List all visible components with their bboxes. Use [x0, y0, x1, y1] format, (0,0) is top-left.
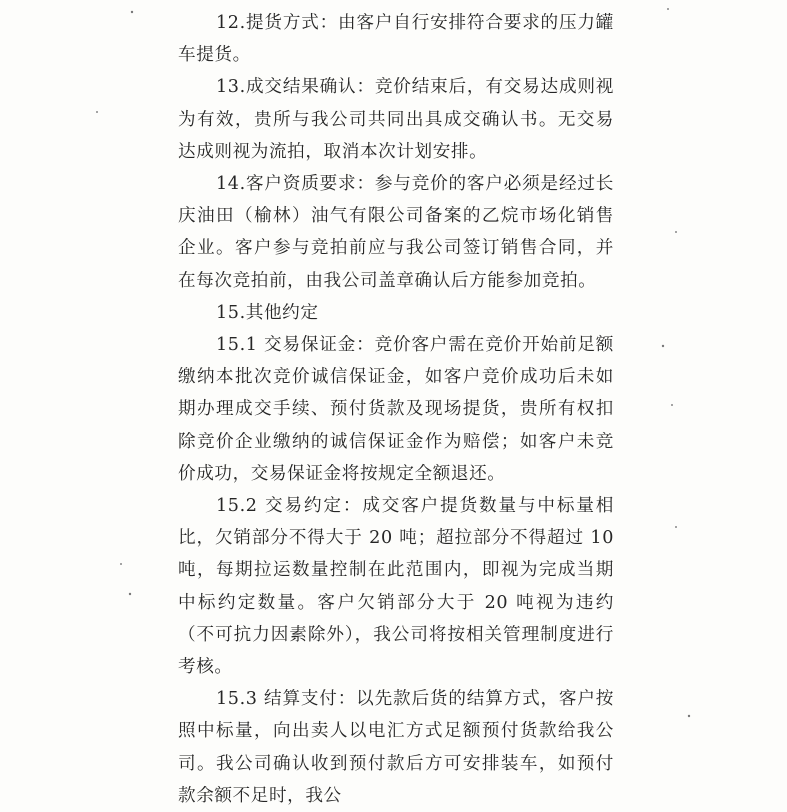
paragraph-13-result-confirmation: 13.成交结果确认：竞价结束后，有交易达成则视为有效，贵所与我公司共同出具成交确认书。无交易达成则视为流拍，取消本次计划安排。 — [178, 77, 614, 162]
scan-speck — [688, 715, 690, 717]
scan-speck — [129, 593, 131, 595]
scan-speck — [662, 345, 664, 347]
scan-speck — [120, 563, 122, 565]
paragraph-15-other-agreements: 15.其他约定 — [216, 302, 319, 323]
scan-speck — [675, 231, 677, 233]
paragraph-12-pickup-method: 12.提货方式：由客户自行安排符合要求的压力罐车提货。 — [178, 13, 614, 66]
document-body — [178, 7, 614, 812]
paragraph-15-1-deposit: 15.1 交易保证金：竞价客户需在竞价开始前足额缴纳本批次竞价诚信保证金，如客户竞价成功后未如期办理成交手续、预付货款及现场提货，贵所有权扣除竞价企业缴纳的诚信保证金作为赔偿；如客户未竞价成功，交易保证金将按规定全额退还。 — [178, 335, 614, 484]
paragraph-15-2-transaction: 15.2 交易约定：成交客户提货数量与中标量相比，欠销部分不得大于 20 吨；超拉部分不得超过 10 吨，每期拉运数量控制在此范围内，即视为完成当期中标约定数量。客户欠销部分大于 20 吨视为违约（不可抗力因素除外），我公司将按相关管理制度进行考核。 — [178, 496, 614, 678]
scan-speck — [96, 111, 98, 113]
paragraph-14-customer-qualification: 14.客户资质要求：参与竞价的客户必须是经过长庆油田（榆林）油气有限公司备案的乙烷市场化销售企业。客户参与竞拍前应与我公司签订销售合同，并在每次竞拍前，由我公司盖章确认后方能参加竞拍。 — [178, 174, 614, 291]
paragraph-15-3-settlement: 15.3 结算支付：以先款后货的结算方式，客户按照中标量，向出卖人以电汇方式足额预付货款给我公司。我公司确认收到预付款后方可安排装车，如预付款余额不足时，我公 — [178, 689, 614, 806]
scan-speck — [675, 526, 677, 528]
scan-speck — [667, 8, 669, 10]
scan-speck — [131, 11, 133, 13]
scan-speck — [671, 404, 673, 406]
